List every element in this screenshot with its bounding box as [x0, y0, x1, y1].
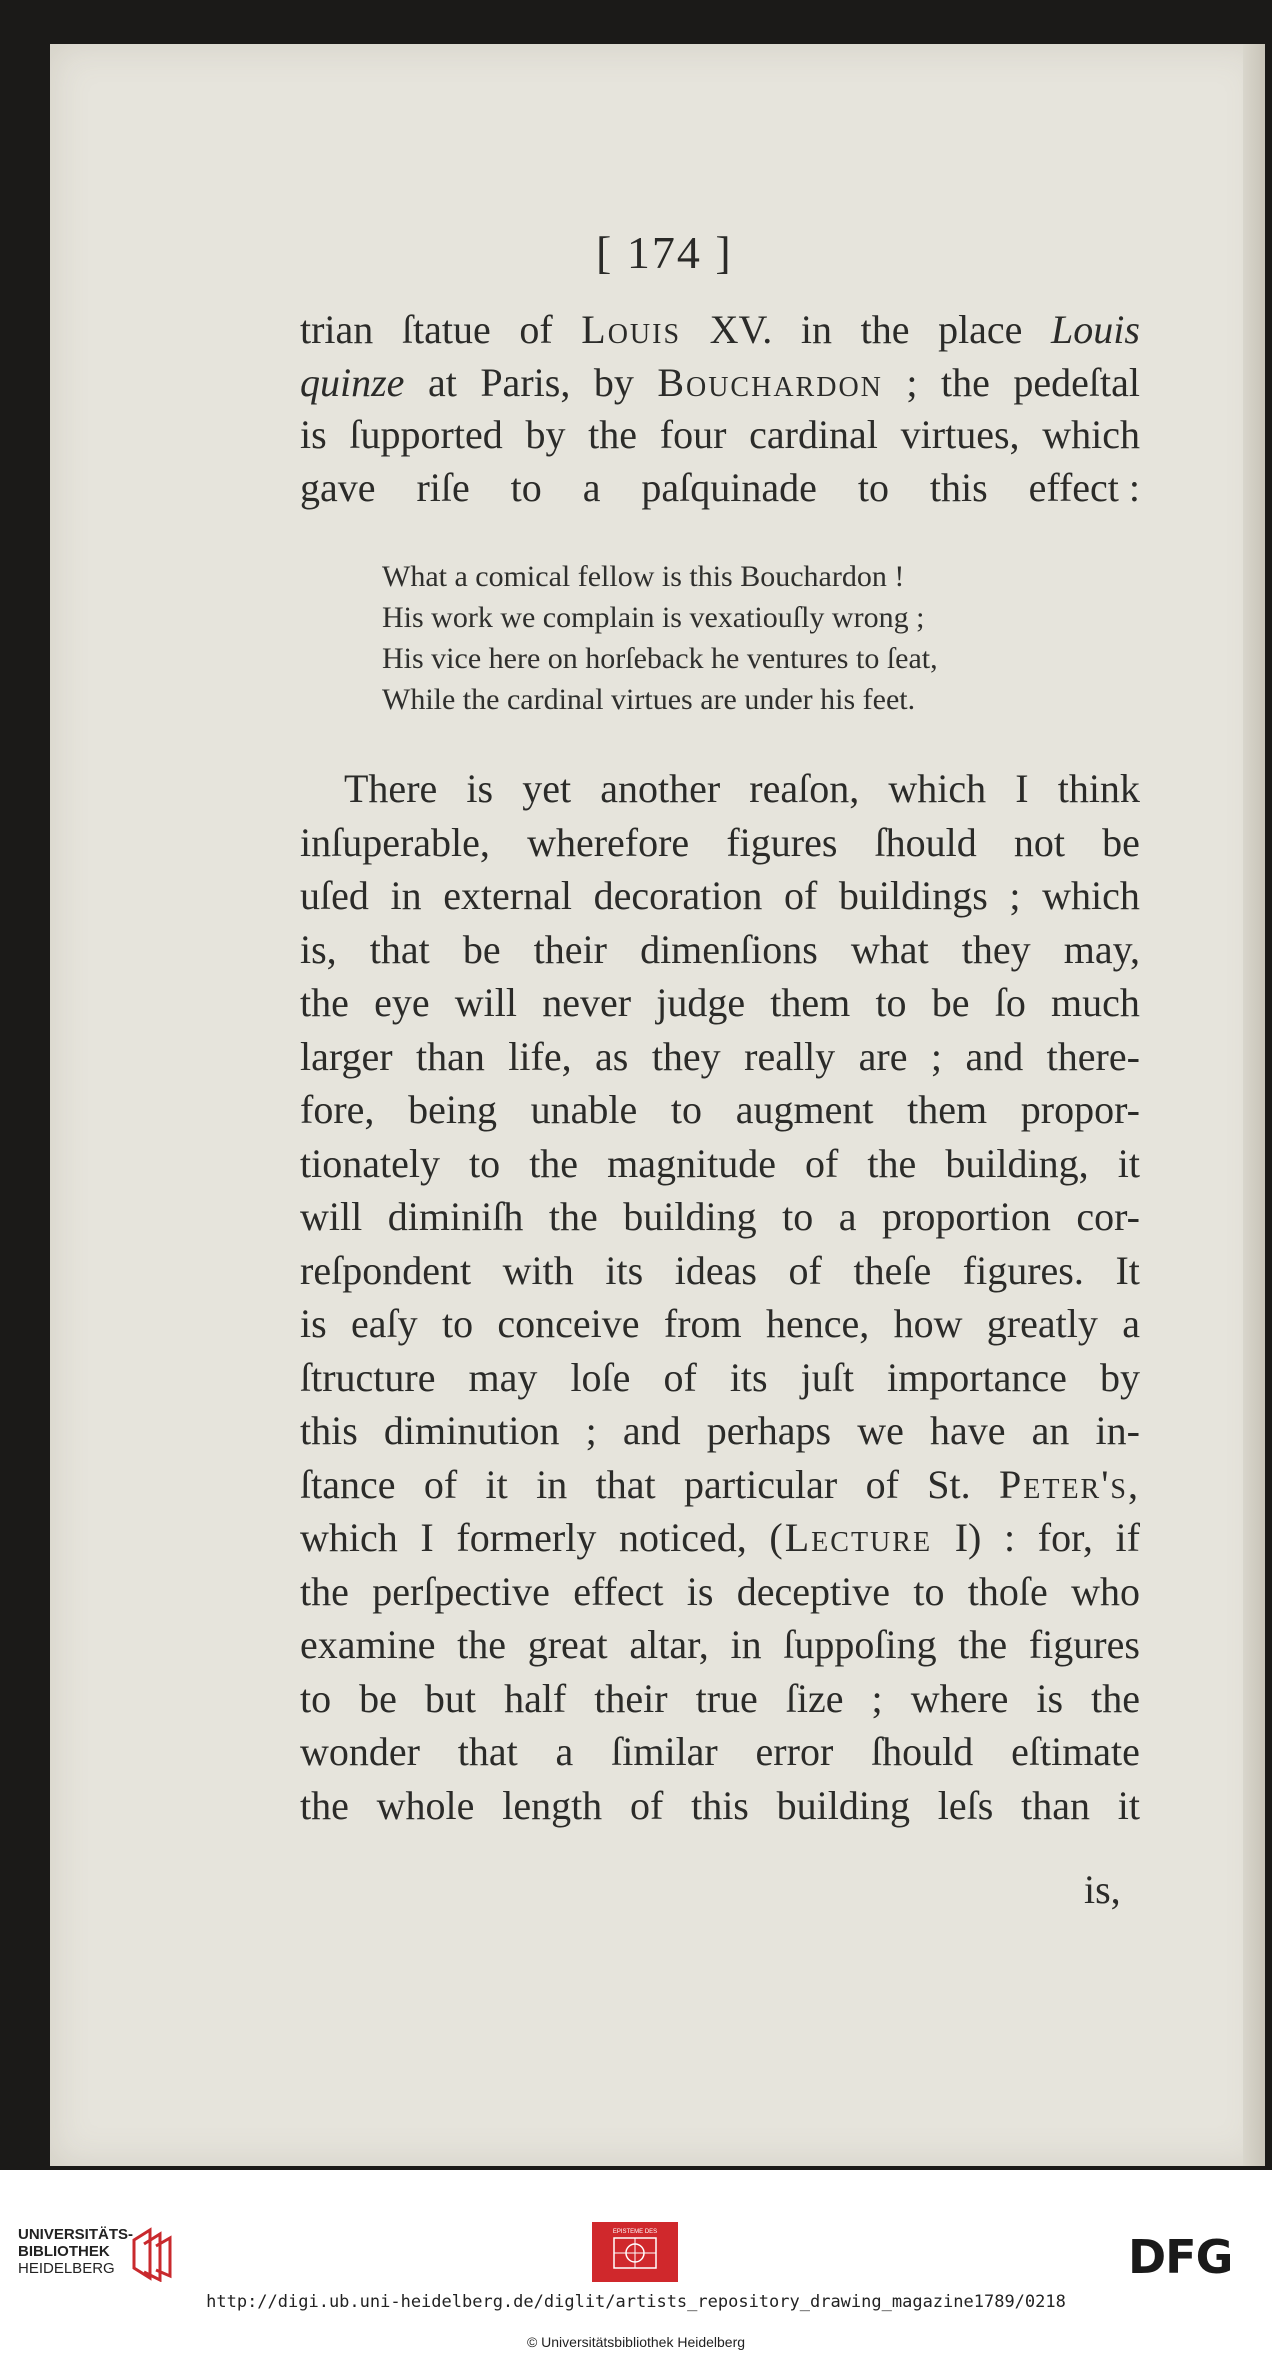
word: them — [770, 980, 851, 1025]
word: never — [542, 980, 632, 1025]
word: deceptive — [736, 1568, 891, 1614]
word: greatly — [986, 1301, 1098, 1346]
word: whole — [376, 1782, 475, 1828]
word: virtues, — [900, 412, 1020, 457]
word: ; — [585, 1408, 597, 1453]
word: may — [468, 1354, 538, 1400]
word: this — [929, 464, 988, 510]
word: hence, — [765, 1301, 870, 1346]
word: will — [454, 980, 517, 1025]
word: the — [300, 1782, 349, 1828]
poem-quote — [382, 556, 938, 720]
word: to — [875, 980, 907, 1025]
word: the — [588, 412, 638, 457]
word: a — [838, 1194, 857, 1239]
word: ſize — [785, 1675, 844, 1721]
word: cor- — [1076, 1194, 1140, 1239]
word: ſimilar — [611, 1729, 718, 1774]
word: there- — [1046, 1033, 1140, 1079]
word: effect — [573, 1568, 664, 1614]
word: ſtance — [300, 1461, 396, 1507]
word: the — [941, 359, 990, 405]
word: ; — [871, 1675, 883, 1721]
word: of — [865, 1461, 899, 1507]
word: four — [659, 412, 727, 457]
text-line — [300, 462, 1140, 515]
word: have — [929, 1408, 1006, 1453]
word: loſe — [570, 1354, 631, 1400]
word: of — [784, 873, 818, 918]
word: an — [1031, 1408, 1070, 1453]
footer — [0, 2170, 1272, 2368]
poem-line: His work we complain is vexatiouſly wrong ; — [382, 601, 925, 634]
poem-line: What a comical fellow is this Bouchardon ! — [382, 560, 905, 593]
word: formerly — [456, 1515, 597, 1560]
word: of — [663, 1354, 697, 1400]
word: it — [1117, 1782, 1140, 1828]
episteme-emblem-icon — [592, 2222, 678, 2282]
word: will — [300, 1194, 363, 1239]
word: diminiſh — [387, 1194, 524, 1239]
word: is — [300, 1301, 327, 1346]
word: to — [441, 1301, 474, 1346]
word: are — [858, 1033, 908, 1079]
word: ſupported — [349, 412, 503, 457]
word: eye — [374, 980, 430, 1025]
word: is, — [300, 926, 337, 972]
word: to — [510, 464, 542, 510]
word: and — [622, 1408, 681, 1453]
word: really — [744, 1033, 836, 1079]
word: a — [555, 1729, 574, 1774]
word: be — [1102, 819, 1140, 865]
word: decoration — [593, 873, 763, 918]
word: great — [527, 1622, 608, 1667]
word: to — [670, 1087, 703, 1132]
text-line — [300, 1779, 1140, 1833]
word: it — [485, 1461, 508, 1507]
text-line — [300, 409, 1140, 462]
word: ſtructure — [300, 1354, 436, 1400]
word: but — [424, 1675, 477, 1721]
word: think — [1057, 766, 1140, 811]
word: being — [408, 1087, 497, 1132]
word: It — [1115, 1247, 1140, 1293]
word: length — [502, 1782, 603, 1828]
text-line — [300, 1458, 1140, 1512]
word: to — [857, 464, 889, 510]
word: they — [961, 926, 1031, 972]
word: is — [300, 412, 327, 457]
library-name-line: HEIDELBERG — [18, 2260, 115, 2277]
dfg-logo[interactable]: DFG — [1128, 2230, 1233, 2284]
word: ; — [906, 359, 918, 405]
word: riſe — [416, 464, 470, 510]
paragraph-2 — [300, 762, 1140, 1832]
word: how — [893, 1301, 963, 1346]
text-line — [300, 1511, 1140, 1565]
word: life, — [508, 1033, 572, 1079]
word: eſtimate — [1011, 1729, 1140, 1774]
word: Louis — [1051, 307, 1140, 352]
word: true — [695, 1675, 758, 1721]
text-line — [300, 1030, 1140, 1084]
word: perſpective — [372, 1568, 550, 1614]
word: is — [466, 766, 494, 811]
word: which — [1042, 412, 1140, 457]
word: XV. — [709, 307, 773, 352]
word: Louis — [581, 307, 682, 352]
word: where — [910, 1675, 1009, 1721]
word: the — [457, 1622, 507, 1667]
word: as — [595, 1033, 629, 1079]
word: they — [651, 1033, 721, 1079]
word: which — [888, 766, 987, 811]
word: place — [938, 307, 1023, 352]
page-number: [ 174 ] — [596, 227, 733, 278]
word: be — [359, 1675, 397, 1721]
word: reſpondent — [300, 1247, 472, 1293]
word: be — [462, 926, 501, 972]
word: to — [300, 1675, 332, 1721]
word: we — [857, 1408, 904, 1453]
word: importance — [887, 1354, 1067, 1400]
word: in- — [1095, 1408, 1140, 1453]
word: be — [931, 980, 970, 1025]
text-line — [300, 1404, 1140, 1458]
word: in — [536, 1461, 568, 1507]
word: trian — [300, 307, 374, 352]
text-line — [300, 976, 1140, 1030]
word: ; — [930, 1033, 943, 1079]
word: St. — [927, 1461, 971, 1507]
word: of — [788, 1247, 822, 1293]
library-name-line: BIBLIOTHEK — [18, 2243, 110, 2260]
word: than — [1021, 1782, 1090, 1828]
word: a — [1122, 1301, 1140, 1346]
text-line — [300, 1672, 1140, 1726]
text-line — [300, 923, 1140, 977]
word: cardinal — [749, 412, 878, 457]
permalink-url[interactable]: http://digi.ub.uni-heidelberg.de/diglit/artists_repository_drawing_magazine1789/0218 — [206, 2292, 1066, 2312]
episteme-logo[interactable] — [592, 2222, 678, 2282]
word: quinze — [300, 359, 405, 405]
word: particular — [683, 1461, 838, 1507]
word: I — [420, 1515, 434, 1560]
word: examine — [300, 1622, 436, 1667]
word: judge — [656, 980, 746, 1025]
word: with — [502, 1247, 574, 1293]
word: gave — [300, 464, 376, 510]
word: (Lecture — [769, 1515, 933, 1560]
word: error — [755, 1729, 834, 1774]
poem-line: His vice here on horſeback he ventures to ſeat, — [382, 642, 938, 675]
word: leſs — [937, 1782, 994, 1828]
word: building — [623, 1194, 757, 1239]
word: the — [300, 1568, 349, 1614]
word: noticed, — [619, 1515, 747, 1560]
word: is — [1036, 1675, 1064, 1721]
word: that — [457, 1729, 518, 1774]
word: ſo — [994, 980, 1026, 1025]
word: building — [776, 1782, 910, 1828]
word: their — [594, 1675, 668, 1721]
word: which — [300, 1515, 398, 1560]
library-mark-icon — [130, 2226, 174, 2282]
word: ſtatue — [401, 307, 491, 352]
catchword: is, — [1084, 1867, 1121, 1912]
word: propor- — [1020, 1087, 1140, 1132]
word: is — [686, 1568, 714, 1614]
word: the — [958, 1622, 1008, 1667]
word: this — [300, 1408, 358, 1453]
word: : — [1004, 1515, 1016, 1560]
word: ; — [1009, 873, 1021, 918]
word: thoſe — [967, 1568, 1048, 1614]
library-name-line: UNIVERSITÄTS- — [18, 2226, 134, 2243]
word: wherefore — [527, 819, 690, 865]
word: perhaps — [706, 1408, 832, 1453]
word: half — [504, 1675, 567, 1721]
word: the — [867, 1140, 917, 1186]
word: of — [519, 307, 553, 352]
word: the — [529, 1140, 579, 1186]
text-line — [300, 1297, 1140, 1351]
word: altar, — [629, 1622, 709, 1667]
text-line — [300, 869, 1140, 923]
text-line — [300, 762, 1140, 816]
word: inſuperable, — [300, 819, 490, 865]
copyright-notice: © Universitätsbibliothek Heidelberg — [526, 2334, 746, 2350]
word: of — [629, 1782, 664, 1828]
word: pedeſtal — [1013, 359, 1140, 405]
word: another — [600, 766, 721, 811]
word: diminution — [383, 1408, 560, 1453]
word: by — [1099, 1354, 1140, 1400]
word: juſt — [800, 1354, 854, 1400]
word: figures — [726, 819, 838, 865]
word: augment — [735, 1087, 874, 1132]
word: this — [691, 1782, 749, 1828]
word: Peter's, — [998, 1461, 1140, 1507]
word: if — [1115, 1515, 1140, 1560]
word: fore, — [300, 1087, 375, 1132]
word: larger — [300, 1033, 393, 1079]
word: in — [800, 307, 832, 352]
word: magnitude — [607, 1140, 776, 1186]
word: of — [805, 1140, 839, 1186]
word: reaſon, — [749, 766, 860, 811]
word: which — [1042, 873, 1140, 918]
word: the — [1091, 1675, 1140, 1721]
word: There — [344, 766, 438, 811]
word: I — [1015, 766, 1029, 811]
page-edge — [1243, 44, 1265, 2166]
word: in — [390, 873, 422, 918]
text-line — [300, 1351, 1140, 1405]
word: ideas — [674, 1247, 757, 1293]
word: I) — [954, 1515, 982, 1560]
word: of — [423, 1461, 458, 1507]
word: the — [548, 1194, 598, 1239]
word: Paris, — [480, 359, 571, 405]
word: in — [730, 1622, 762, 1667]
word: what — [850, 926, 929, 972]
word: by — [525, 412, 566, 457]
poem-line: While the cardinal virtues are under his feet. — [382, 683, 916, 716]
word: their — [533, 926, 607, 972]
word: to — [469, 1140, 501, 1186]
word: who — [1071, 1568, 1140, 1614]
word: to — [782, 1194, 814, 1239]
word: yet — [522, 766, 572, 811]
word: uſed — [300, 873, 369, 918]
word: unable — [530, 1087, 638, 1132]
word: ſhould — [871, 1729, 974, 1774]
word: than — [415, 1033, 485, 1079]
text-line — [300, 1618, 1140, 1672]
word: from — [663, 1301, 742, 1346]
word: proportion — [882, 1194, 1051, 1239]
word: Bouchardon — [657, 359, 883, 405]
word: ſuppoſing — [783, 1622, 937, 1667]
word: that — [369, 926, 430, 972]
word: paſquinade — [641, 464, 817, 510]
word: to — [913, 1568, 945, 1614]
word: the — [860, 307, 910, 352]
word: theſe — [853, 1247, 932, 1293]
text-line — [300, 357, 1140, 410]
word: by — [593, 359, 634, 405]
word: eaſy — [351, 1301, 418, 1346]
word: the — [300, 980, 349, 1025]
text-line — [300, 1725, 1140, 1779]
text-line — [300, 816, 1140, 870]
word: for, — [1037, 1515, 1093, 1560]
word: much — [1051, 980, 1140, 1025]
paragraph-1 — [300, 304, 1140, 514]
word: building, — [945, 1140, 1089, 1186]
svg-text:EPISTEME DES: EPISTEME DES — [612, 2229, 658, 2235]
word: its — [605, 1247, 644, 1293]
word: wonder — [300, 1729, 420, 1774]
word: effect : — [1028, 464, 1140, 510]
word: external — [443, 873, 572, 918]
word: figures — [1028, 1622, 1140, 1667]
text-line — [300, 1565, 1140, 1619]
text-line — [300, 304, 1140, 357]
university-library-logo[interactable] — [18, 2226, 133, 2277]
word: and — [965, 1033, 1024, 1079]
word: tionately — [300, 1140, 440, 1186]
word: at — [427, 359, 457, 405]
word: a — [582, 464, 601, 510]
word: it — [1117, 1140, 1140, 1186]
word: that — [595, 1461, 656, 1507]
word: ſhould — [874, 819, 977, 865]
word: conceive — [497, 1301, 640, 1346]
word: may, — [1063, 926, 1140, 972]
word: buildings — [838, 873, 988, 918]
word: them — [907, 1087, 988, 1132]
text-line — [300, 1137, 1140, 1191]
word: dimenſions — [640, 926, 818, 972]
word: its — [729, 1354, 768, 1400]
text-line — [300, 1244, 1140, 1298]
word: not — [1013, 819, 1066, 865]
text-line — [300, 1083, 1140, 1137]
text-line — [300, 1190, 1140, 1244]
word: figures. — [962, 1247, 1084, 1293]
